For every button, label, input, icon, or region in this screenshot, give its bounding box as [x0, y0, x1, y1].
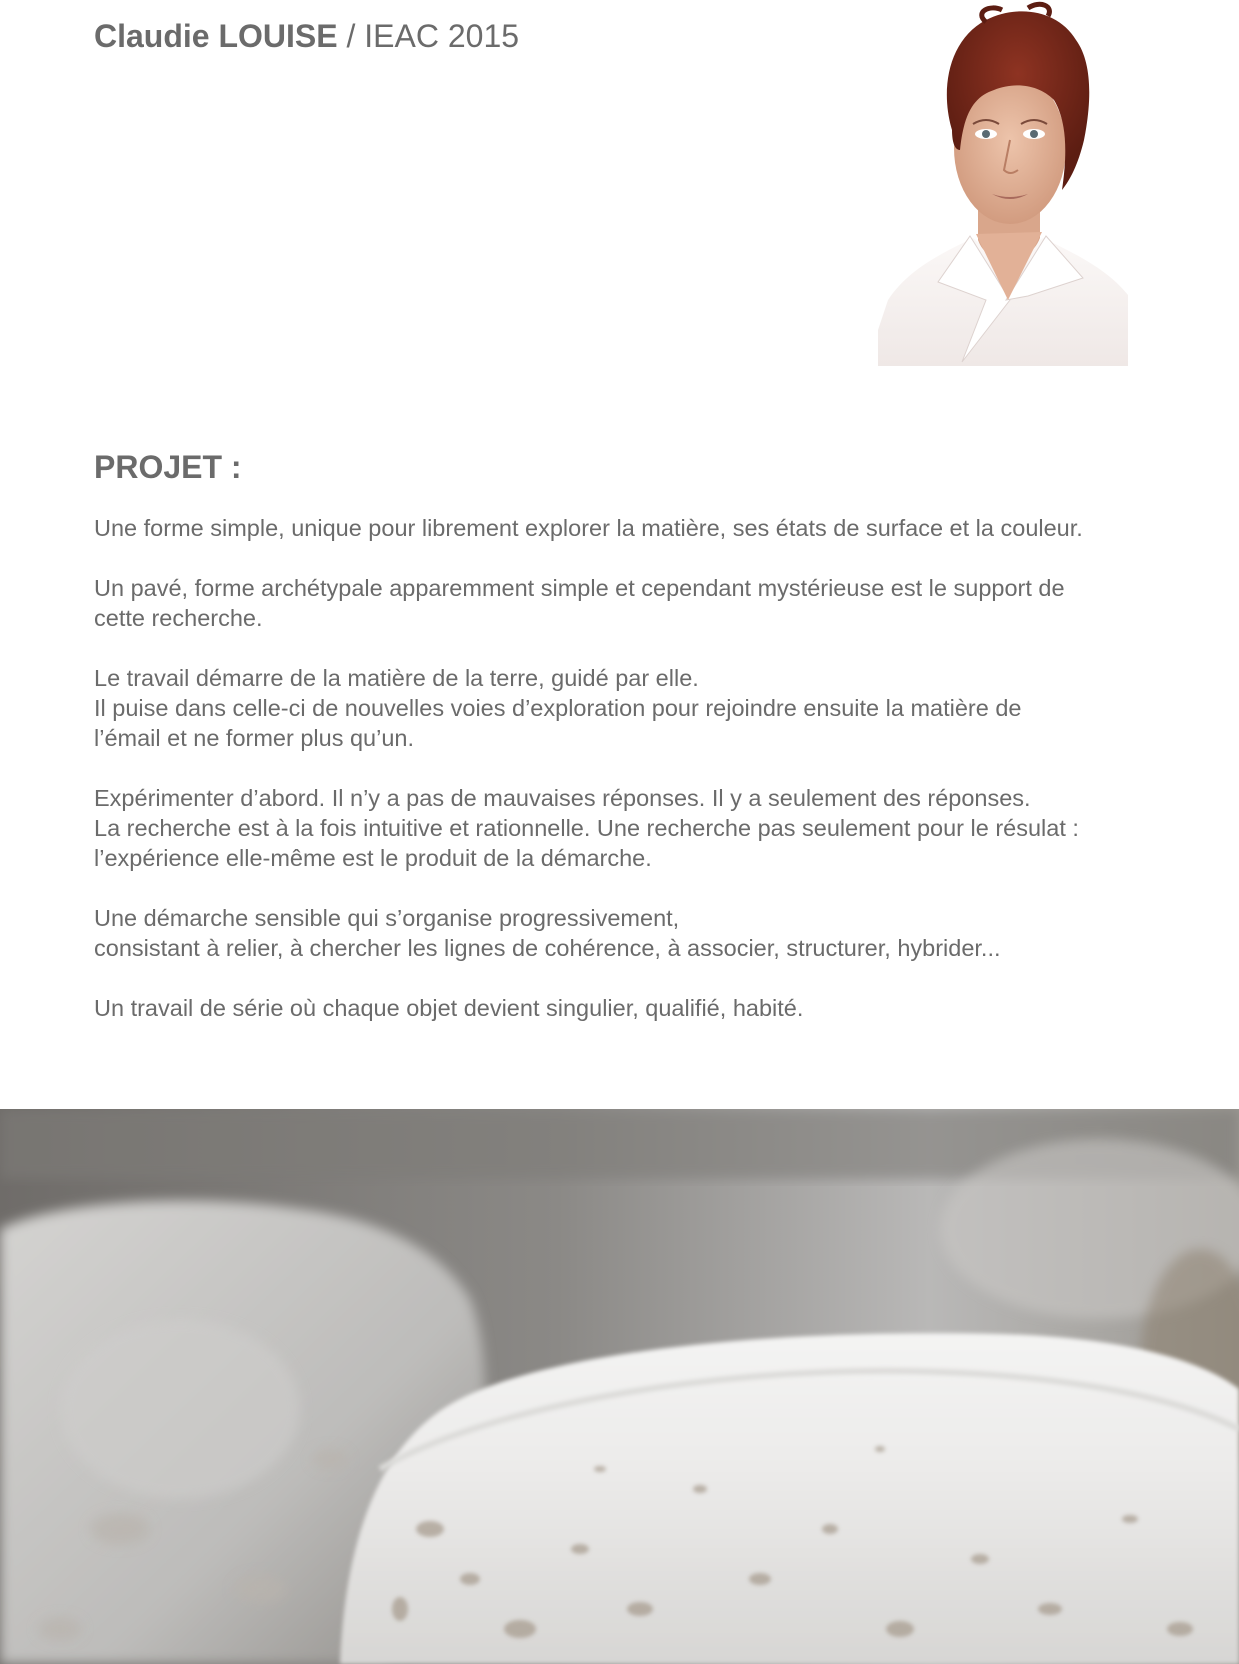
text-line: Une démarche sensible qui s’organise progressivement,	[94, 905, 680, 931]
paragraph	[94, 993, 1154, 1023]
event-label: / IEAC 2015	[337, 18, 520, 54]
text-line: Une forme simple, unique pour librement explorer la matière, ses états de surface et la couleur.	[94, 515, 1083, 541]
text-line: l’émail et ne former plus qu’un.	[94, 725, 415, 751]
text-line: Il puise dans celle-ci de nouvelles voies d’exploration pour rejoindre ensuite la matière de	[94, 695, 1022, 721]
paragraph	[94, 513, 1154, 543]
portrait-photo	[878, 0, 1136, 366]
paragraph	[94, 783, 1154, 873]
section-heading: PROJET :	[94, 449, 242, 485]
text-line: l’expérience elle-même est le produit de la démarche.	[94, 845, 652, 871]
text-line: La recherche est à la fois intuitive et rationnelle. Une recherche pas seulement pour le résulat :	[94, 815, 1079, 841]
text-line: consistant à relier, à chercher les lignes de cohérence, à associer, structurer, hybrider...	[94, 935, 1001, 961]
paragraph	[94, 573, 1154, 633]
page-title	[94, 16, 519, 56]
paragraph	[94, 663, 1154, 753]
project-description	[94, 513, 1154, 1053]
text-line: Un pavé, forme archétypale apparemment simple et cependant mystérieuse est le support de	[94, 575, 1065, 601]
text-line: Expérimenter d’abord. Il n’y a pas de mauvaises réponses. Il y a seulement des réponses.	[94, 785, 1031, 811]
text-line: Un travail de série où chaque objet devient singulier, qualifié, habité.	[94, 995, 804, 1021]
paragraph	[94, 903, 1154, 963]
ceramic-pave-photo	[0, 1109, 1239, 1664]
text-line: Le travail démarre de la matière de la terre, guidé par elle.	[94, 665, 699, 691]
artist-name: Claudie LOUISE	[94, 18, 338, 54]
text-line: cette recherche.	[94, 605, 263, 631]
